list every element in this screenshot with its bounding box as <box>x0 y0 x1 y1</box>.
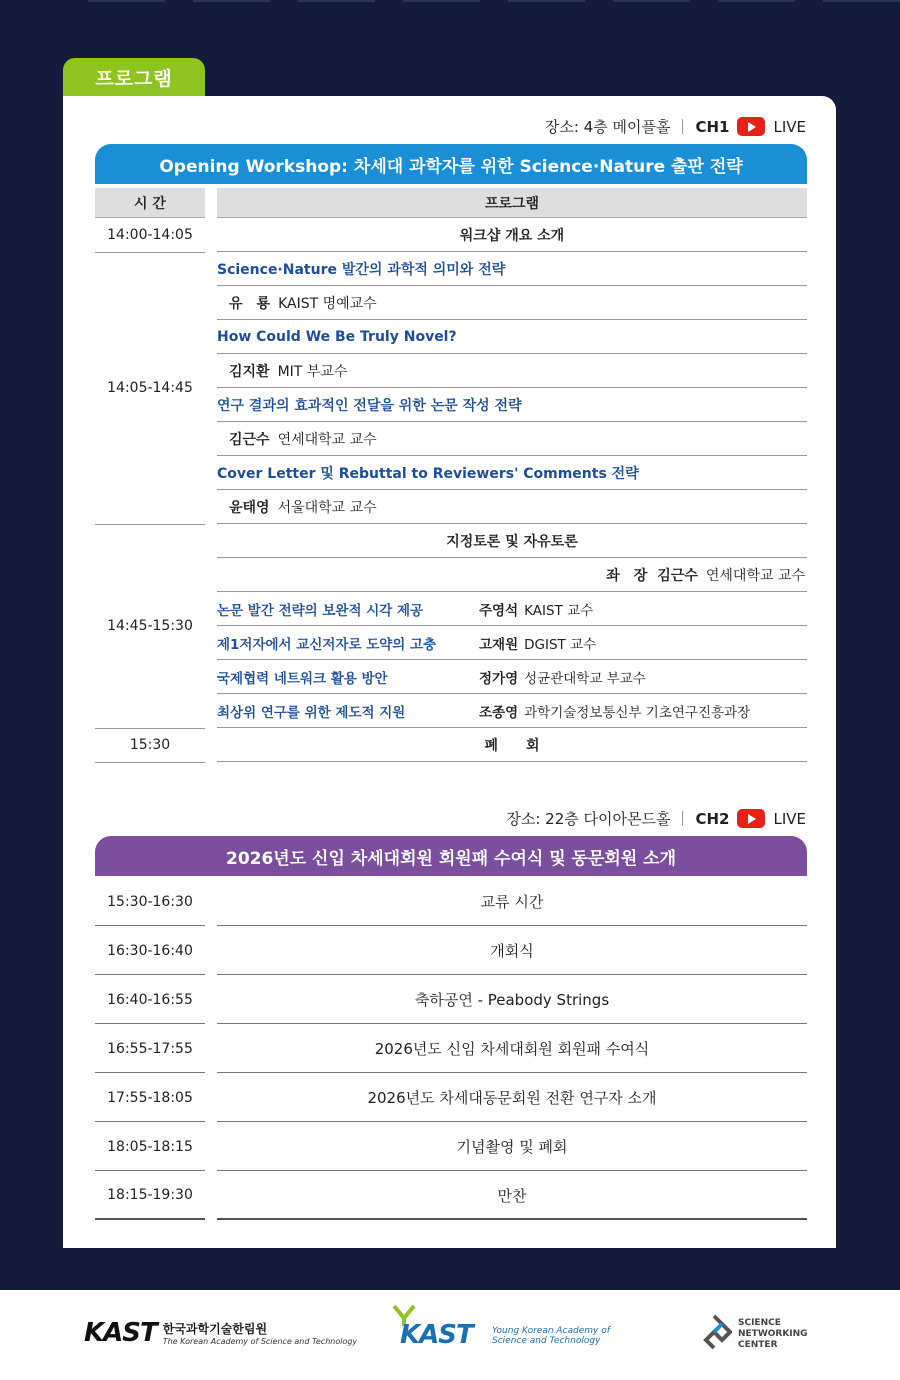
panelist-name: 조종영 <box>479 704 519 721</box>
youtube-icon[interactable] <box>737 117 765 136</box>
kast-logo-mark: KAST <box>84 1318 157 1348</box>
schedule-time: 15:30-16:30 <box>95 878 205 926</box>
workshop-title: Opening Workshop: 차세대 과학자를 위한 Science·Nature 출판 전략 <box>95 144 807 184</box>
speaker <box>217 354 807 388</box>
speaker-affiliation: 서울대학교 교수 <box>277 499 377 516</box>
schedule-program: 만찬 <box>217 1172 807 1220</box>
panelist <box>479 667 646 687</box>
panelist-affiliation: 과학기술정보통신부 기초연구진흥과장 <box>524 704 751 721</box>
divider <box>95 762 205 763</box>
schedule-program: 2026년도 차세대동문회원 전환 연구자 소개 <box>217 1074 807 1122</box>
panelist <box>479 599 593 619</box>
schedule-program: 기념촬영 및 폐회 <box>217 1123 807 1171</box>
chair-affiliation: 연세대학교 교수 <box>705 567 805 584</box>
panelist <box>479 701 750 721</box>
panel-topic: 국제협력 네트워크 활용 방안 <box>217 670 388 687</box>
speaker <box>217 490 807 524</box>
speaker-name: 김지환 <box>229 363 270 380</box>
speaker-name: 윤태영 <box>229 499 270 516</box>
chair-label: 좌 장 <box>606 567 648 584</box>
channel-label: CH2 <box>695 809 730 828</box>
schedule-row <box>95 1123 807 1172</box>
program-card <box>63 96 836 1248</box>
panelist-name: 주영석 <box>479 602 519 619</box>
time-slot: 14:45-15:30 <box>107 618 193 634</box>
panel-topic: 제1저자에서 교신저자로 도약의 고충 <box>217 636 437 653</box>
talk-topic: 연구 결과의 효과적인 전달을 위한 논문 작성 전략 <box>217 388 807 422</box>
schedule-row <box>95 878 807 927</box>
panelist-affiliation: KAIST 교수 <box>524 602 594 619</box>
schedule-row <box>95 1074 807 1123</box>
panelist-affiliation: 성균관대학교 부교수 <box>524 670 646 687</box>
ykast-logo-mark: KAST <box>400 1320 473 1350</box>
schedule-program: 축하공연 - Peabody Strings <box>217 976 807 1024</box>
time-slot: 15:30 <box>129 737 171 753</box>
program-tab: 프로그램 <box>63 58 205 96</box>
talk-topic: Science·Nature 발간의 과학적 의미와 전략 <box>217 252 807 286</box>
kast-english-name: The Korean Academy of Science and Technology <box>162 1337 358 1346</box>
speaker-affiliation: 연세대학교 교수 <box>277 431 377 448</box>
panel-row <box>217 626 807 660</box>
schedule-time: 16:40-16:55 <box>95 976 205 1024</box>
talk-topic: How Could We Be Truly Novel? <box>217 320 807 354</box>
channel-label: CH1 <box>695 117 730 136</box>
separator <box>682 119 683 134</box>
speaker-name: 유 룡 <box>229 295 271 312</box>
youtube-icon[interactable] <box>737 809 765 828</box>
panel-row <box>217 592 807 626</box>
panel-topic: 논문 발간 전략의 보완적 시각 제공 <box>217 602 424 619</box>
panelist <box>479 633 596 653</box>
schedule-time: 18:05-18:15 <box>95 1123 205 1171</box>
ceremony-title: 2026년도 신입 차세대회원 회원패 수여식 및 동문회원 소개 <box>95 836 807 876</box>
panelist-affiliation: DGIST 교수 <box>524 636 597 653</box>
chair-row <box>217 558 807 592</box>
panelist-name: 고재원 <box>479 636 519 653</box>
chair-name: 김근수 <box>657 567 698 584</box>
kast-logo[interactable] <box>84 1318 357 1348</box>
panel-row <box>217 660 807 694</box>
schedule-row <box>95 976 807 1025</box>
speaker-name: 김근수 <box>229 431 270 448</box>
snc-diamond-icon <box>696 1314 732 1354</box>
location-2 <box>506 808 806 829</box>
panel-topic: 최상위 연구를 위한 제도적 지원 <box>217 704 406 721</box>
schedule-row <box>95 1172 807 1221</box>
snc-line-2: NETWORKING <box>738 1328 808 1339</box>
talk-topic: Cover Letter 및 Rebuttal to Reviewers' Comments 전략 <box>217 456 807 490</box>
location-text: 장소: 4층 메이플홀 <box>544 118 671 136</box>
schedule-row <box>95 927 807 976</box>
schedule-time: 16:55-17:55 <box>95 1025 205 1073</box>
schedule-program: 개회식 <box>217 927 807 975</box>
snc-line-3: CENTER <box>738 1339 778 1350</box>
location-1 <box>545 116 806 137</box>
header-time: 시 간 <box>95 188 205 218</box>
separator <box>682 811 683 826</box>
schedule-time: 17:55-18:05 <box>95 1074 205 1122</box>
panelist-name: 정가영 <box>479 670 519 687</box>
live-label: LIVE <box>773 117 806 136</box>
ykast-logo[interactable] <box>392 1304 610 1354</box>
schedule-program: 교류 시간 <box>217 878 807 926</box>
time-slot: 14:05-14:45 <box>107 380 193 396</box>
program-item: 워크샵 개요 소개 <box>217 218 807 252</box>
discussion-title: 지정토론 및 자유토론 <box>217 524 807 558</box>
speaker-affiliation: MIT 부교수 <box>277 363 348 380</box>
time-slot: 14:00-14:05 <box>107 227 193 243</box>
kast-korean-name: 한국과학기술한림원 <box>162 1322 268 1336</box>
footer <box>0 1290 900 1380</box>
speaker-affiliation: KAIST 명예교수 <box>278 295 377 312</box>
snc-logo[interactable] <box>696 1314 808 1354</box>
location-text: 장소: 22층 다이아몬드홀 <box>506 810 671 828</box>
closing: 폐 회 <box>217 728 807 762</box>
schedule-program: 2026년도 신임 차세대회원 회원패 수여식 <box>217 1025 807 1073</box>
top-decoration <box>0 0 900 4</box>
ykast-english-line-2: Science and Technology <box>492 1336 601 1346</box>
schedule-time: 18:15-19:30 <box>95 1172 205 1220</box>
ykast-english-line-1: Young Korean Academy of <box>492 1326 610 1336</box>
speaker <box>217 286 807 320</box>
schedule-time: 16:30-16:40 <box>95 927 205 975</box>
schedule-row <box>95 1025 807 1074</box>
panel-row <box>217 694 807 728</box>
speaker <box>217 422 807 456</box>
live-label: LIVE <box>773 809 806 828</box>
snc-line-1: SCIENCE <box>738 1317 781 1328</box>
header-program: 프로그램 <box>217 188 807 218</box>
